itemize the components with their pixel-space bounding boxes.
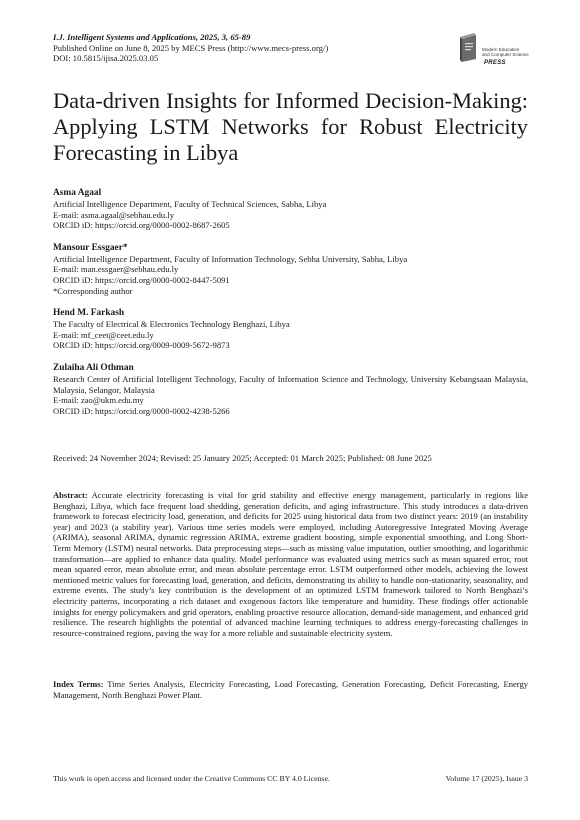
author-name: Zulaiha Ali Othman	[53, 362, 134, 373]
logo-line-1: Modern Education	[482, 47, 520, 52]
author-name: Mansour Essgaer*	[53, 242, 128, 253]
corresponding-author-note: *Corresponding author	[53, 285, 133, 296]
author-affiliation: Artificial Intelligence Department, Faculty of Technical Sciences, Sabha, Libya	[53, 199, 327, 209]
book-logo-icon	[458, 33, 480, 63]
index-terms	[53, 679, 528, 700]
author-name: Hend M. Farkash	[53, 308, 125, 319]
published-line: Published Online on June 8, 2025 by MECS Press (http://www.mecs-press.org/)	[53, 42, 329, 53]
abstract-text: Accurate electricity forecasting is vital for grid stability and effective energy management, particularly in regions like Benghazi, Libya, which face frequent load shedding, generation deficits, and aging infrastructure. This study introduces a data-driven framework to forecast electricity load, generation, and deficits for 2025 using historical data from two distinct years: 2019 (an instability year) and 2023 (a stability year). Various time series models were employed, including Autoregressive Integrated Moving Average (ARIMA), seasonal ARIMA, dynamic regression ARIMA, extreme gradient boosting, simple exponential smoothing, and Long Short-Term Memory (LSTM) neural networks. Data preprocessing steps—such as missing value imputation, outlier smoothing, and logarithmic transformation—are applied to enhance data quality. Model performance was evaluated using metrics such as mean squared error, root mean squared error, mean absolute error, and mean absolute percentage error. LSTM outperformed other models, achieving the lowest mentioned metric values for forecasting load, generation, and deficits, demonstrating its ability to handle non-stationarity, seasonality, and extreme events. The study’s key contribution is the development of an optimized LSTM framework tailored to North Benghazi’s electricity patterns, incorporating a rich dataset and exogenous factors like temperature and humidity. These findings offer actionable insights for energy policymakers and grid operators, enabling proactive resource allocation, demand-side management, and enhanced grid resilience. The research highlights the potential of advanced machine learning techniques to address energy-forecasting challenges in resource-constrained regions, paving the way for a more reliable and sustainable electricity system.	[53, 490, 528, 638]
license-note: This work is open access and licensed under the Creative Commons CC BY 4.0 License.	[53, 774, 330, 783]
journal-citation	[53, 32, 383, 43]
author-orcid: ORCID iD: https://orcid.org/0000-0002-8687-2605	[53, 220, 230, 231]
author-block	[53, 243, 528, 296]
paper-title: Data-driven Insights for Informed Decision-Making: Applying LSTM Networks for Robust Electricity Forecasting in Libya	[53, 88, 528, 165]
journal-header	[53, 32, 383, 64]
author-affiliation: The Faculty of Electrical & Electronics Technology Benghazi, Libya	[53, 319, 290, 330]
logo-press: PRESS	[484, 60, 506, 66]
doi-line: DOI: 10.5815/ijisa.2025.03.05	[53, 53, 159, 64]
author-list	[53, 188, 528, 428]
author-block	[53, 308, 528, 351]
author-affiliation: Research Center of Artificial Intelligent Technology, Faculty of Information Science and Technology, University Kebangsaan Malaysia, Malaysia, Selangor, Malaysia	[53, 373, 528, 395]
submission-dates: Received: 24 November 2024; Revised: 25 January 2025; Accepted: 01 March 2025; Published: 08 June 2025	[53, 453, 432, 463]
index-terms-text: Time Series Analysis, Electricity Forecasting, Load Forecasting, Generation Forecasting, Deficit Forecasting, Energy Management, North Benghazi Power Plant.	[53, 679, 529, 700]
journal-name: I.J. Intelligent Systems and Applications	[53, 32, 196, 42]
logo-line-2: and Computer Science	[482, 52, 529, 58]
author-affiliation: Artificial Intelligence Department, Faculty of Information Technology, Sebha University, Sabha, Libya	[53, 253, 408, 264]
author-email: E-mail: mf_ceet@ceet.edu.ly	[53, 329, 154, 340]
author-block	[53, 188, 528, 231]
abstract	[53, 490, 528, 638]
abstract-label: Abstract:	[53, 490, 88, 500]
volume-issue: Volume 17 (2025), Issue 3	[445, 774, 528, 783]
journal-issue: , 2025, 3, 65-89	[195, 32, 251, 42]
author-email: E-mail: asma.agaal@sebhau.edu.ly	[53, 209, 175, 220]
author-email: E-mail: zao@ukm.edu.my	[53, 395, 144, 406]
index-terms-label: Index Terms:	[53, 679, 104, 689]
author-email: E-mail: man.essgaer@sebhau.edu.ly	[53, 264, 179, 275]
author-block	[53, 363, 528, 416]
logo-text	[482, 47, 529, 57]
author-orcid: ORCID iD: https://orcid.org/0000-0002-8447-5091	[53, 274, 230, 285]
author-orcid: ORCID iD: https://orcid.org/0009-0009-5672-9873	[53, 340, 230, 351]
mecs-press-logo	[458, 33, 528, 75]
author-name: Asma Agaal	[53, 188, 102, 198]
author-orcid: ORCID iD: https://orcid.org/0000-0002-4238-5266	[53, 405, 230, 416]
